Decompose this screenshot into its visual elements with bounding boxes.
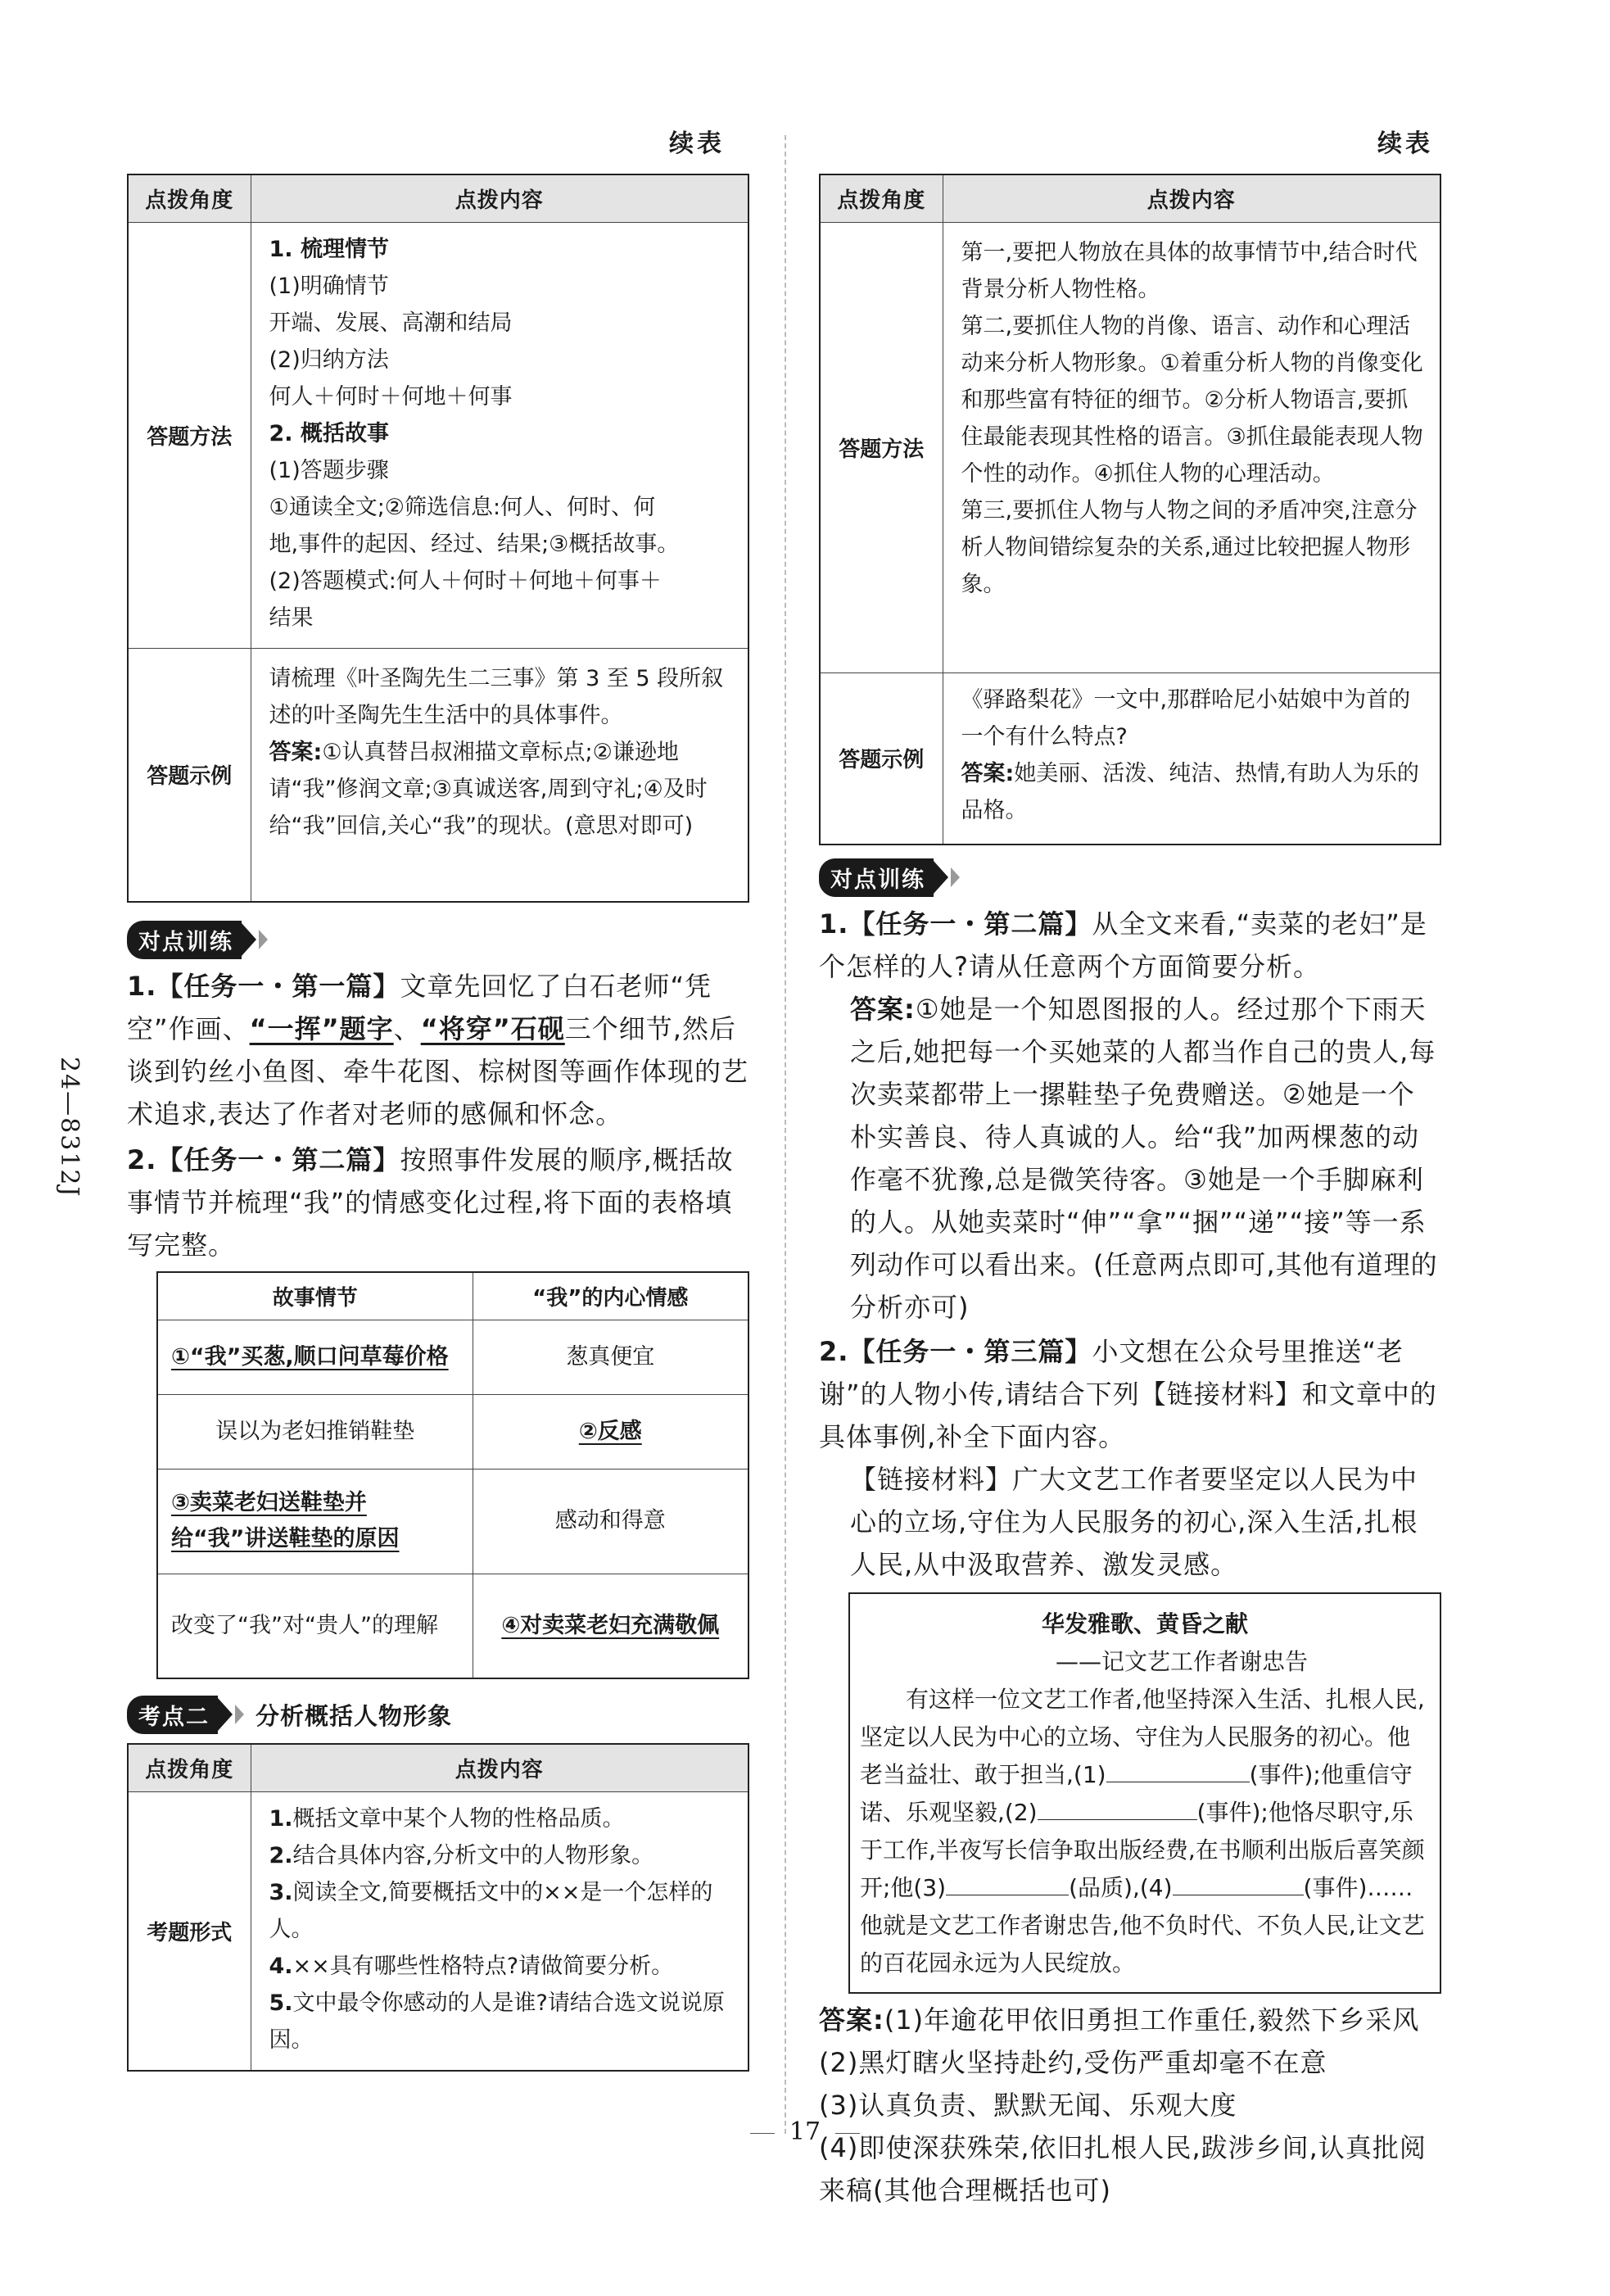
header-content: 点拨内容 <box>251 174 748 222</box>
question-form-item: 4.××具有哪些性格特点?请做简要分析。 <box>269 1953 674 1979</box>
angle-cell: 答题方法 <box>128 222 251 648</box>
method-line: (2)答题模式:何人＋何时＋何地＋何事＋ <box>269 568 662 594</box>
emotion-cell: ④对卖菜老妇充满敬佩 <box>473 1574 748 1678</box>
arrow-icon <box>218 1698 233 1731</box>
example-answer: 她美丽、活泼、纯洁、热情,有助人为乐的品格。 <box>961 760 1419 823</box>
method-line: 结果 <box>269 605 314 631</box>
emotion-cell: 感动和得意 <box>473 1469 748 1574</box>
answer-label: 答案: <box>961 760 1015 786</box>
header-angle: 点拨角度 <box>820 174 943 222</box>
method-line: (2)归纳方法 <box>269 346 389 373</box>
question-form-item: 5.文中最令你感动的人是谁?请结合选文说说原因。 <box>269 1990 725 2053</box>
method-line: ①通读全文;②筛选信息:何人、何时、何 <box>269 494 656 520</box>
method-line: 开端、发展、高潮和结局 <box>269 310 513 336</box>
method-line: 2. 概括故事 <box>269 420 389 446</box>
header-angle: 点拨角度 <box>128 1744 251 1791</box>
angle-cell: 答题示例 <box>128 648 251 902</box>
method-line: 地,事件的起因、经过、结果;③概括故事。 <box>269 531 680 557</box>
arrow-icon <box>259 930 268 949</box>
blank-2 <box>1038 1796 1197 1820</box>
kaodian-header <box>127 1689 749 1740</box>
arrow-icon <box>242 923 256 956</box>
header-emotion: “我”的内心情感 <box>473 1272 748 1320</box>
kaodian-badge: 考点二 <box>127 1696 244 1734</box>
method-line: (1)明确情节 <box>269 273 389 299</box>
box-body: 有这样一位文艺工作者,他坚持深入生活、扎根人民,坚定以人民为中心的立场、守住为人民服务的初心。他老当益壮、敢于担当,(1) (事件);他重信守诺、乐观坚毅,(2) (事件);他恪尽职守,乐于工作,半夜写长信争取出版经费,在书顺利出版后喜笑颜开;他(3) (品质),(4) (事件)……他就是文艺工作者谢忠告,他不负时代、不负人民,让文艺的百花园永远为人民绽放。 <box>860 1686 1425 1977</box>
example-answer: ①认真替吕叔湘描文章标点;②谦逊地请“我”修润文章;③真诚送客,周到守礼;④及时给“我”回信,关心“我”的现状。(意思对即可) <box>269 739 708 839</box>
plot-cell: ③卖菜老妇送鞋垫并给“我”讲送鞋垫的原因 <box>157 1469 473 1574</box>
question-form-item: 1.概括文章中某个人物的性格品质。 <box>269 1805 625 1832</box>
tips-table-1 <box>127 174 749 903</box>
method-paragraph: 第二,要抓住人物的肖像、语言、动作和心理活动来分析人物形象。①着重分析人物的肖像变化和那些富有特征的细节。②分析人物语言,要抓住最能表现其性格的语言。③抓住最能表现人物个性的动作。④抓住人物的心理活动。 <box>961 313 1423 487</box>
example-content <box>943 672 1440 845</box>
angle-cell: 考题形式 <box>128 1791 251 2071</box>
blank-1 <box>1106 1758 1250 1782</box>
header-angle: 点拨角度 <box>128 174 251 222</box>
tips-table-2 <box>127 1743 749 2072</box>
question-form-item: 2.结合具体内容,分析文中的人物形象。 <box>269 1842 654 1868</box>
plot-cell: ①“我”买葱,顺口问草莓价格 <box>157 1320 473 1394</box>
training-header <box>819 852 1441 903</box>
answer-2: 答案:(1)年逾花甲依旧勇担工作重任,毅然下乡采风 (2)黑灯瞎火坚持赴约,受伤严重却毫不在意 (3)认真负责、默默无闻、乐观大度 (4)即使深获殊荣,依旧扎根人民,跋涉乡间,认真批阅来稿(其他合理概括也可) <box>819 2004 1427 2206</box>
box-subtitle: ——记文艺工作者谢忠告 <box>1055 1648 1308 1675</box>
kaodian-title: 分析概括人物形象 <box>256 1701 453 1730</box>
plot-cell: 误以为老妇推销鞋垫 <box>157 1394 473 1469</box>
question-form-list <box>269 1800 734 2058</box>
arrow-icon <box>235 1705 244 1724</box>
biography-box <box>848 1592 1441 1994</box>
column-divider <box>785 135 786 2134</box>
example-content <box>251 648 748 902</box>
header-content: 点拨内容 <box>251 1744 748 1791</box>
training-badge: 对点训练 <box>819 858 960 897</box>
method-paragraph: 第一,要把人物放在具体的故事情节中,结合时代背景分析人物性格。 <box>961 239 1418 302</box>
question-forms <box>251 1791 748 2071</box>
example-question: 请梳理《叶圣陶先生二三事》第 3 至 5 段所叙述的叶圣陶先生生活中的具体事件。 <box>269 665 724 728</box>
side-code: 24—8312J <box>55 1057 84 1198</box>
arrow-icon <box>951 867 960 887</box>
continued-label: 续表 <box>1377 129 1433 158</box>
answer-1: 答案:①她是一个知恩图报的人。经过那个下雨天之后,她把每一个买她菜的人都当作自己的贵人,每次卖菜都带上一摞鞋垫子免费赠送。②她是一个朴实善良、待人真诚的人。给“我”加两棵葱的动作毫不犹豫,总是微笑待客。③她是一个手脚麻利的人。从她卖菜时“伸”“拿”“捆”“递”“接”等一系列动作可以看出来。(任意两点即可,其他有道理的分析亦可) <box>850 994 1438 1323</box>
angle-cell: 答题方法 <box>820 222 943 672</box>
question-form-item: 3.阅读全文,简要概括文中的××是一个怎样的人。 <box>269 1879 713 1942</box>
answer-underline: “将穿”石砚 <box>420 1013 565 1044</box>
question-1: 1.【任务一・第一篇】文章先回忆了白石老师“凭空”作画、“一挥”题字、“将穿”石砚三个细节,然后谈到钓丝小鱼图、牵牛花图、棕树图等画作体现的艺术追求,表达了作者对老师的感佩和怀念。 <box>127 971 749 1130</box>
plot-cell: 改变了“我”对“贵人”的理解 <box>157 1574 473 1678</box>
example-question: 《驿路梨花》一文中,那群哈尼小姑娘中为首的一个有什么特点? <box>961 686 1411 749</box>
emotion-cell: ②反感 <box>473 1394 748 1469</box>
method-content <box>251 222 748 648</box>
method-line: (1)答题步骤 <box>269 457 389 483</box>
blank-3 <box>946 1871 1069 1895</box>
training-header <box>127 914 749 965</box>
page-number: 17 <box>0 2117 1610 2146</box>
emotion-cell: 葱真便宜 <box>473 1320 748 1394</box>
right-column <box>819 123 1441 2212</box>
header-plot: 故事情节 <box>157 1272 473 1320</box>
answer-label: 答案: <box>269 739 323 765</box>
training-badge: 对点训练 <box>127 921 268 959</box>
tips-table-3 <box>819 174 1441 845</box>
answer-underline: “一挥”题字 <box>249 1013 394 1044</box>
box-title: 华发雅歌、黄昏之献 <box>1041 1610 1248 1637</box>
method-paragraphs <box>961 234 1426 603</box>
arrow-icon <box>934 861 948 894</box>
link-material: 【链接材料】广大文艺工作者要坚定以人民为中心的立场,守住为人民服务的初心,深入生活,扎根人民,从中汲取营养、激发灵感。 <box>850 1464 1418 1580</box>
method-line: 1. 梳理情节 <box>269 236 389 262</box>
method-line: 何人＋何时＋何地＋何事 <box>269 383 513 410</box>
header-content: 点拨内容 <box>943 174 1440 222</box>
method-lines <box>269 231 734 636</box>
question-2: 2.【任务一・第三篇】小文想在公众号里推送“老谢”的人物小传,请结合下列【链接材料】和文章中的具体事例,补全下面内容。 <box>819 1336 1437 1452</box>
question-1: 1.【任务一・第二篇】从全文来看,“卖菜的老妇”是个怎样的人?请从任意两个方面简要分析。 <box>819 908 1427 982</box>
plot-emotion-table <box>156 1271 749 1679</box>
blank-4 <box>1173 1871 1304 1895</box>
angle-cell: 答题示例 <box>820 672 943 845</box>
question-2: 2.【任务一・第二篇】按照事件发展的顺序,概括故事情节并梳理“我”的情感变化过程,将下面的表格填写完整。 <box>127 1144 734 1261</box>
left-column <box>127 123 749 2072</box>
method-content <box>943 222 1440 672</box>
method-paragraph: 第三,要抓住人物与人物之间的矛盾冲突,注意分析人物间错综复杂的关系,通过比较把握人物形象。 <box>961 497 1418 597</box>
continued-label: 续表 <box>669 129 725 158</box>
